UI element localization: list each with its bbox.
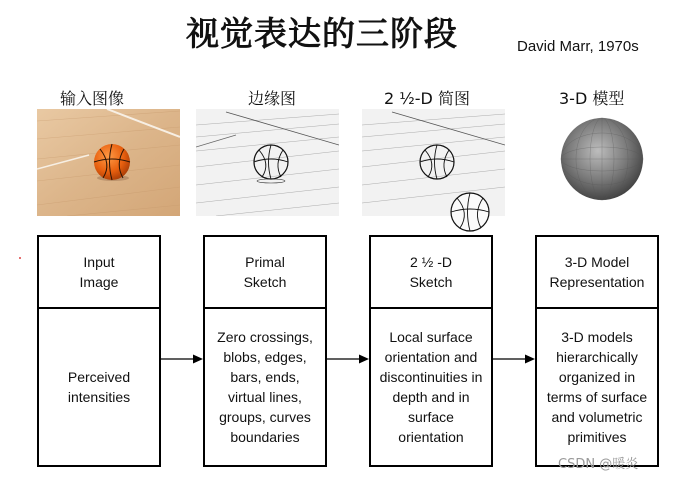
stage-label-2-5d-sketch: 2 ½-D 简图 (384, 89, 470, 108)
2-5d-sketch-box-body (371, 309, 491, 465)
input-image-basketball-photo (37, 109, 180, 216)
stage-label-input-image: 输入图像 (60, 89, 125, 108)
3d-model-box (535, 235, 659, 467)
edge-map-image (196, 109, 339, 216)
2-5d-sketch-box-header (371, 237, 491, 309)
input-image-box-title: Input Image (79, 254, 119, 290)
input-image-box-description: Perceived intensities (67, 369, 131, 405)
input-image-box-header (39, 237, 159, 309)
3d-model-box-body (537, 309, 657, 465)
arrow-right-icon (161, 353, 203, 365)
input-image-box (37, 235, 161, 467)
primal-sketch-box (203, 235, 327, 467)
ball-surface-sketch-icon (448, 191, 492, 233)
2-5d-sketch-box (369, 235, 493, 467)
primal-sketch-box-body (205, 309, 325, 465)
arrow-right-icon (327, 353, 369, 365)
3d-model-box-title: 3-D Model Representation (549, 254, 645, 290)
arrow-right-icon (493, 353, 535, 365)
primal-sketch-box-header (205, 237, 325, 309)
3d-model-sphere-image (528, 109, 671, 216)
primal-sketch-box-title: Primal Sketch (243, 254, 287, 290)
stray-mark (19, 257, 21, 259)
primal-sketch-box-description: Zero crossings, blobs, edges, bars, ends, virtual lines, groups, curves boundaries (217, 329, 313, 445)
2-5d-sketch-box-title: 2 ½ -D Sketch (409, 254, 453, 290)
stage-label-edge-map: 边缘图 (248, 89, 297, 108)
3d-model-box-header (537, 237, 657, 309)
author-credit: David Marr, 1970s (517, 38, 639, 55)
2-5d-sketch-box-description: Local surface orientation and discontinuities in depth and in surface orientation (379, 329, 483, 445)
3d-model-box-description: 3-D models hierarchically organized in terms of surface and volumetric primitives (546, 329, 648, 445)
diagram-title: 视觉表达的三阶段 (186, 14, 458, 53)
input-image-box-body (39, 309, 159, 465)
stage-label-3d-model: 3-D 模型 (559, 89, 625, 108)
watermark: CSDN @暖炎 (558, 457, 639, 472)
